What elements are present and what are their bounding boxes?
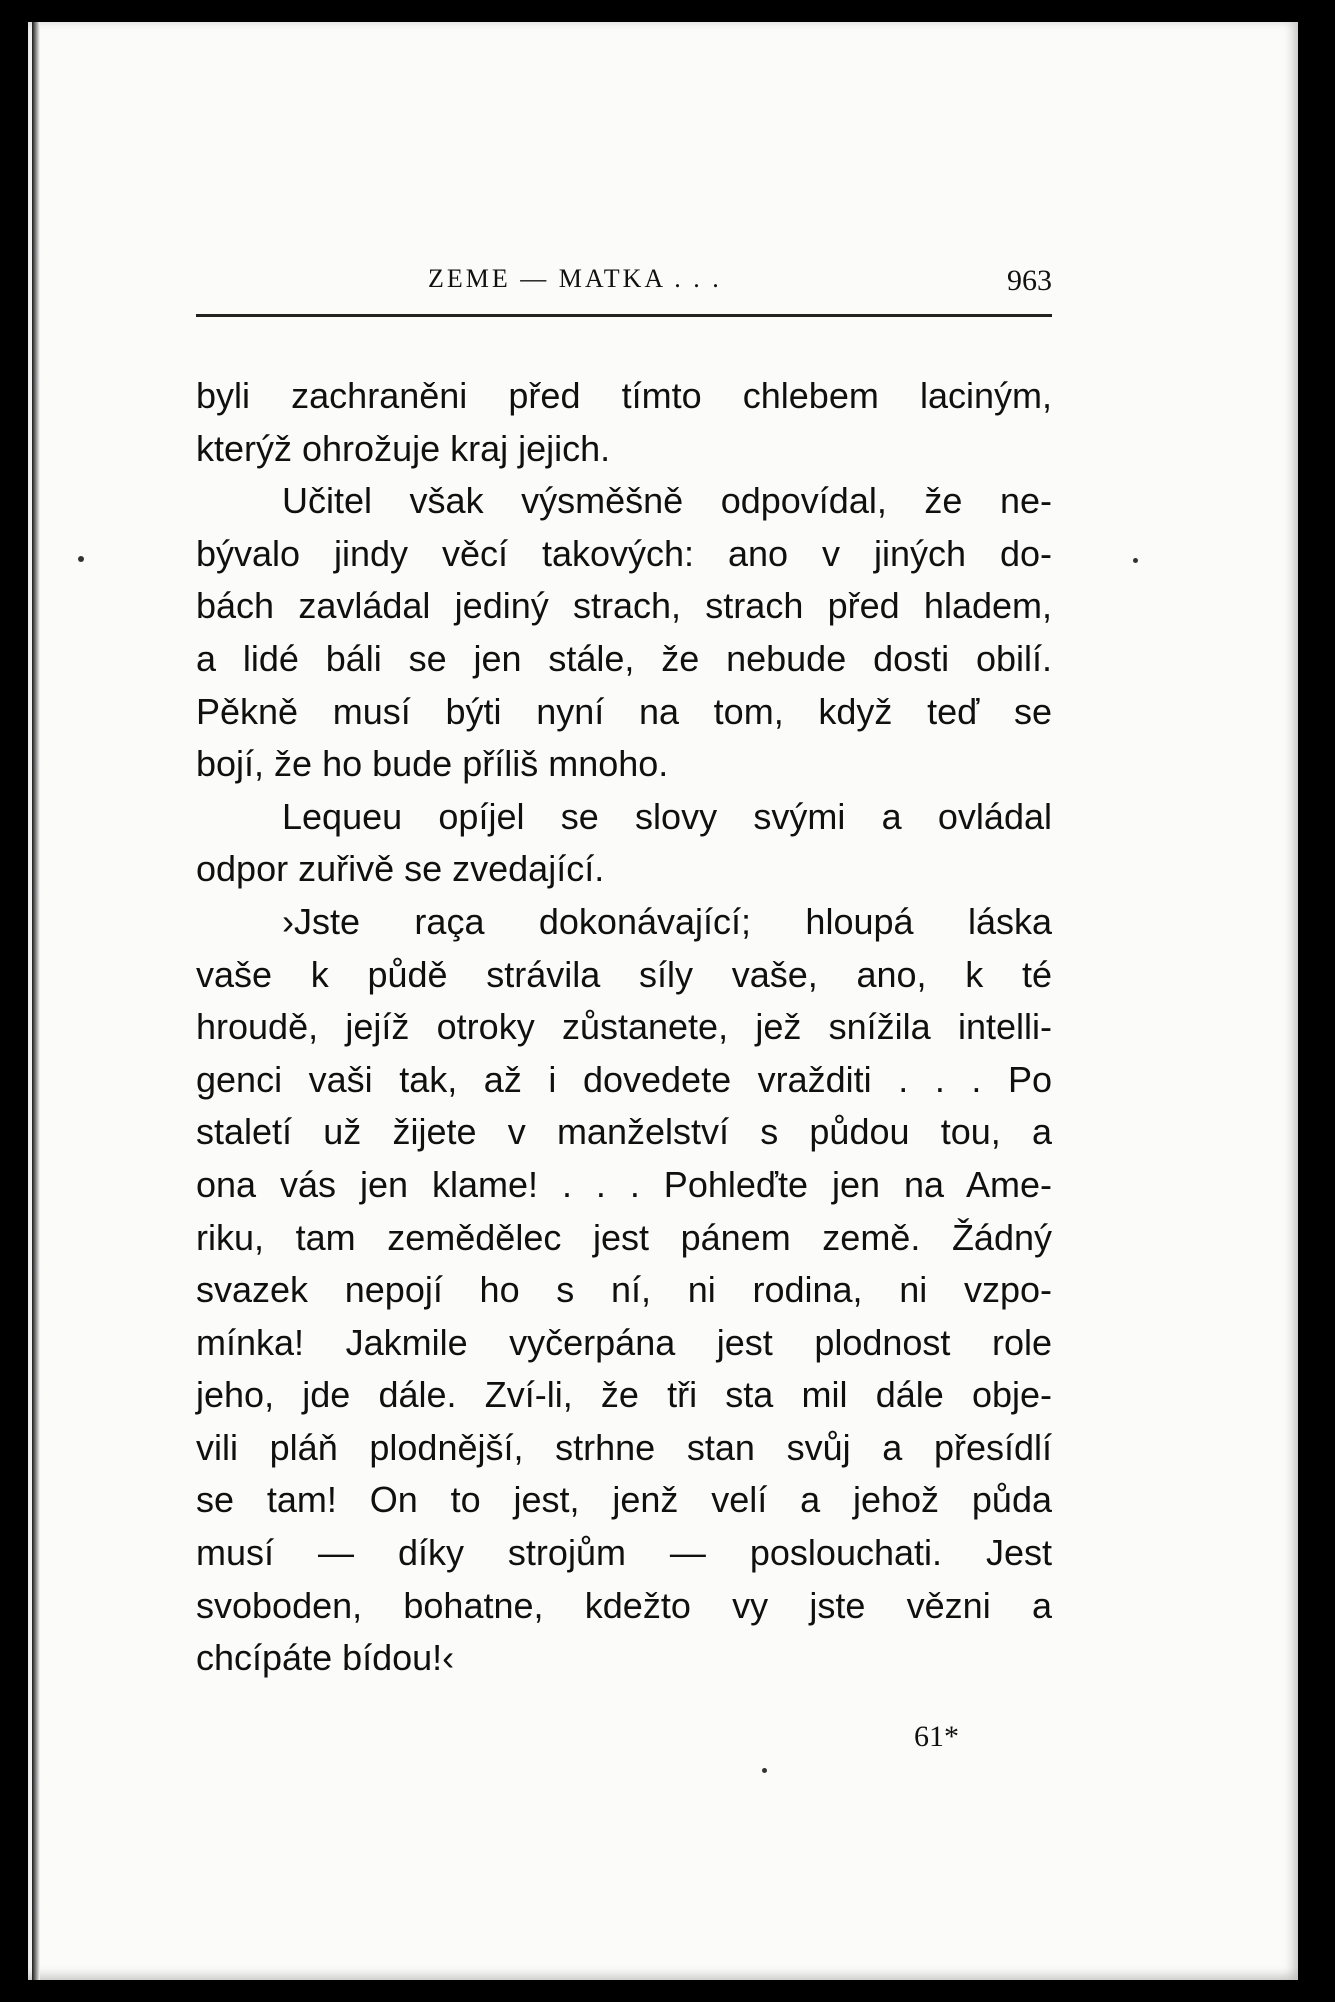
text-line: chcípáte bídou!‹	[196, 1637, 455, 1679]
text-line: a lidé báli se jen stále, že nebude dosti obilí.	[196, 637, 1052, 679]
page-number: 963	[1007, 264, 1052, 297]
page-header	[196, 264, 1052, 304]
text-line: mínka! Jakmile vyčerpána jest plodnost role	[196, 1321, 1052, 1363]
text-line: kterýž ohrožuje kraj jejich.	[196, 427, 611, 469]
text-line: vili pláň plodnější, strhne stan svůj a přesídlí	[196, 1426, 1052, 1468]
text-line: svoboden, bohatne, kdežto vy jste vězni a	[196, 1584, 1052, 1626]
text-line: odpor zuřivě se zvedající.	[196, 848, 605, 890]
running-head: ZEME — MATKA . . .	[428, 264, 722, 293]
text-line: staletí už žijete v manželství s půdou tou, a	[196, 1111, 1052, 1153]
text-line: vaše k půdě strávila síly vaše, ano, k té	[196, 953, 1052, 995]
text-line: hroudě, jejíž otroky zůstanete, jež snížila intelli-	[196, 1006, 1052, 1048]
speck	[762, 1768, 767, 1773]
text-line: bývalo jindy věcí takových: ano v jiných do-	[196, 532, 1052, 574]
text-line: Pěkně musí býti nyní na tom, když teď se	[196, 690, 1052, 732]
text-line: bách zavládal jediný strach, strach před hladem,	[196, 585, 1052, 627]
page-edge-shadow	[32, 22, 40, 1980]
text-line: jeho, jde dále. Zví-li, že tři sta mil dále obje-	[196, 1374, 1052, 1416]
signature-mark: 61*	[914, 1720, 959, 1753]
speck	[78, 556, 84, 562]
text-line: genci vaši tak, až i dovedete vražditi . . . Po	[196, 1058, 1052, 1100]
text-line: riku, tam zemědělec jest pánem země. Žádný	[196, 1216, 1052, 1258]
text-line: Lequeu opíjel se slovy svými a ovládal	[282, 795, 1052, 837]
text-line: bojí, že ho bude příliš mnoho.	[196, 743, 669, 785]
text-line: se tam! On to jest, jenž velí a jehož půda	[196, 1479, 1052, 1521]
text-line: musí — díky strojům — poslouchati. Jest	[196, 1532, 1052, 1574]
text-line: ›Jste raça dokonávající; hloupá láska	[282, 900, 1052, 942]
text-line: Učitel však výsměšně odpovídal, že ne-	[282, 480, 1052, 522]
speck	[1133, 558, 1138, 563]
header-rule	[196, 314, 1052, 317]
text-line: byli zachraněni před tímto chlebem laciným,	[196, 375, 1052, 416]
body-text	[196, 370, 1052, 1685]
text-line: svazek nepojí ho s ní, ni rodina, ni vzpo-	[196, 1269, 1052, 1311]
text-line: ona vás jen klame! . . . Pohleďte jen na Ame-	[196, 1163, 1052, 1205]
